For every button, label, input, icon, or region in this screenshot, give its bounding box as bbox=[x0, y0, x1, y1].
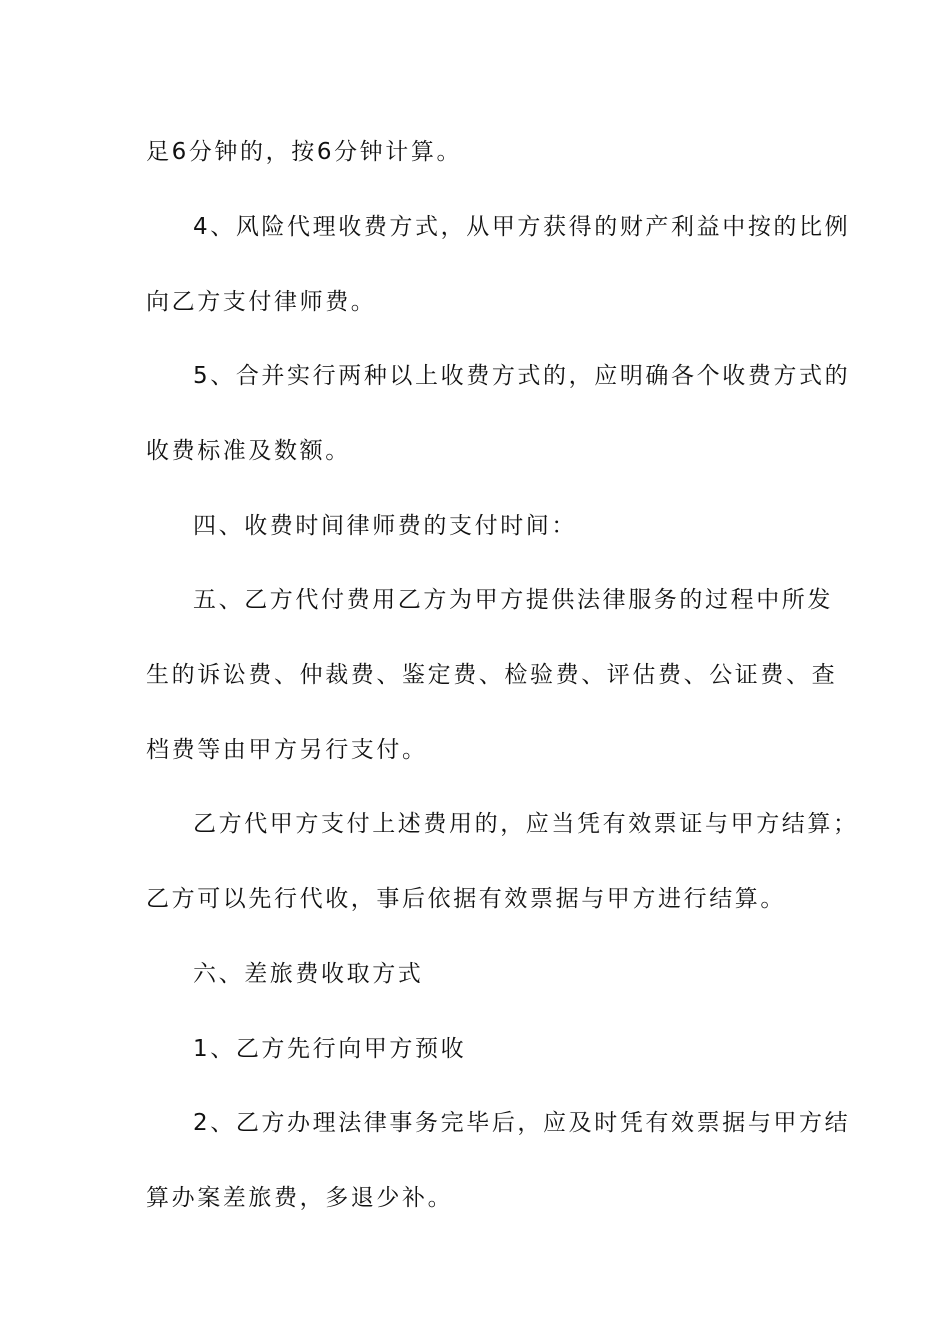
text-line-2: 4、风险代理收费方式，从甲方获得的财产利益中按的比例 bbox=[193, 214, 851, 240]
text-line-9: 档费等由甲方另行支付。 bbox=[146, 737, 428, 763]
text-line-3: 向乙方支付律师费。 bbox=[146, 289, 377, 315]
text-line-8: 生的诉讼费、仲裁费、鉴定费、检验费、评估费、公证费、查 bbox=[146, 662, 838, 688]
text-line-5: 收费标准及数额。 bbox=[146, 438, 351, 464]
text-line-6: 四、收费时间律师费的支付时间： bbox=[193, 513, 577, 539]
text-line-4: 5、合并实行两种以上收费方式的，应明确各个收费方式的 bbox=[193, 363, 851, 389]
text-line-11: 乙方可以先行代收，事后依据有效票据与甲方进行结算。 bbox=[146, 886, 786, 912]
text-line-14: 2、乙方办理法律事务完毕后，应及时凭有效票据与甲方结 bbox=[193, 1110, 851, 1136]
text-line-13: 1、乙方先行向甲方预收 bbox=[193, 1036, 467, 1062]
text-line-12: 六、差旅费收取方式 bbox=[193, 961, 424, 987]
text-line-7: 五、乙方代付费用乙方为甲方提供法律服务的过程中所发 bbox=[193, 587, 833, 613]
text-line-15: 算办案差旅费，多退少补。 bbox=[146, 1185, 454, 1211]
text-line-10: 乙方代甲方支付上述费用的，应当凭有效票证与甲方结算； bbox=[193, 811, 859, 837]
text-line-1: 足6分钟的，按6分钟计算。 bbox=[146, 139, 463, 165]
